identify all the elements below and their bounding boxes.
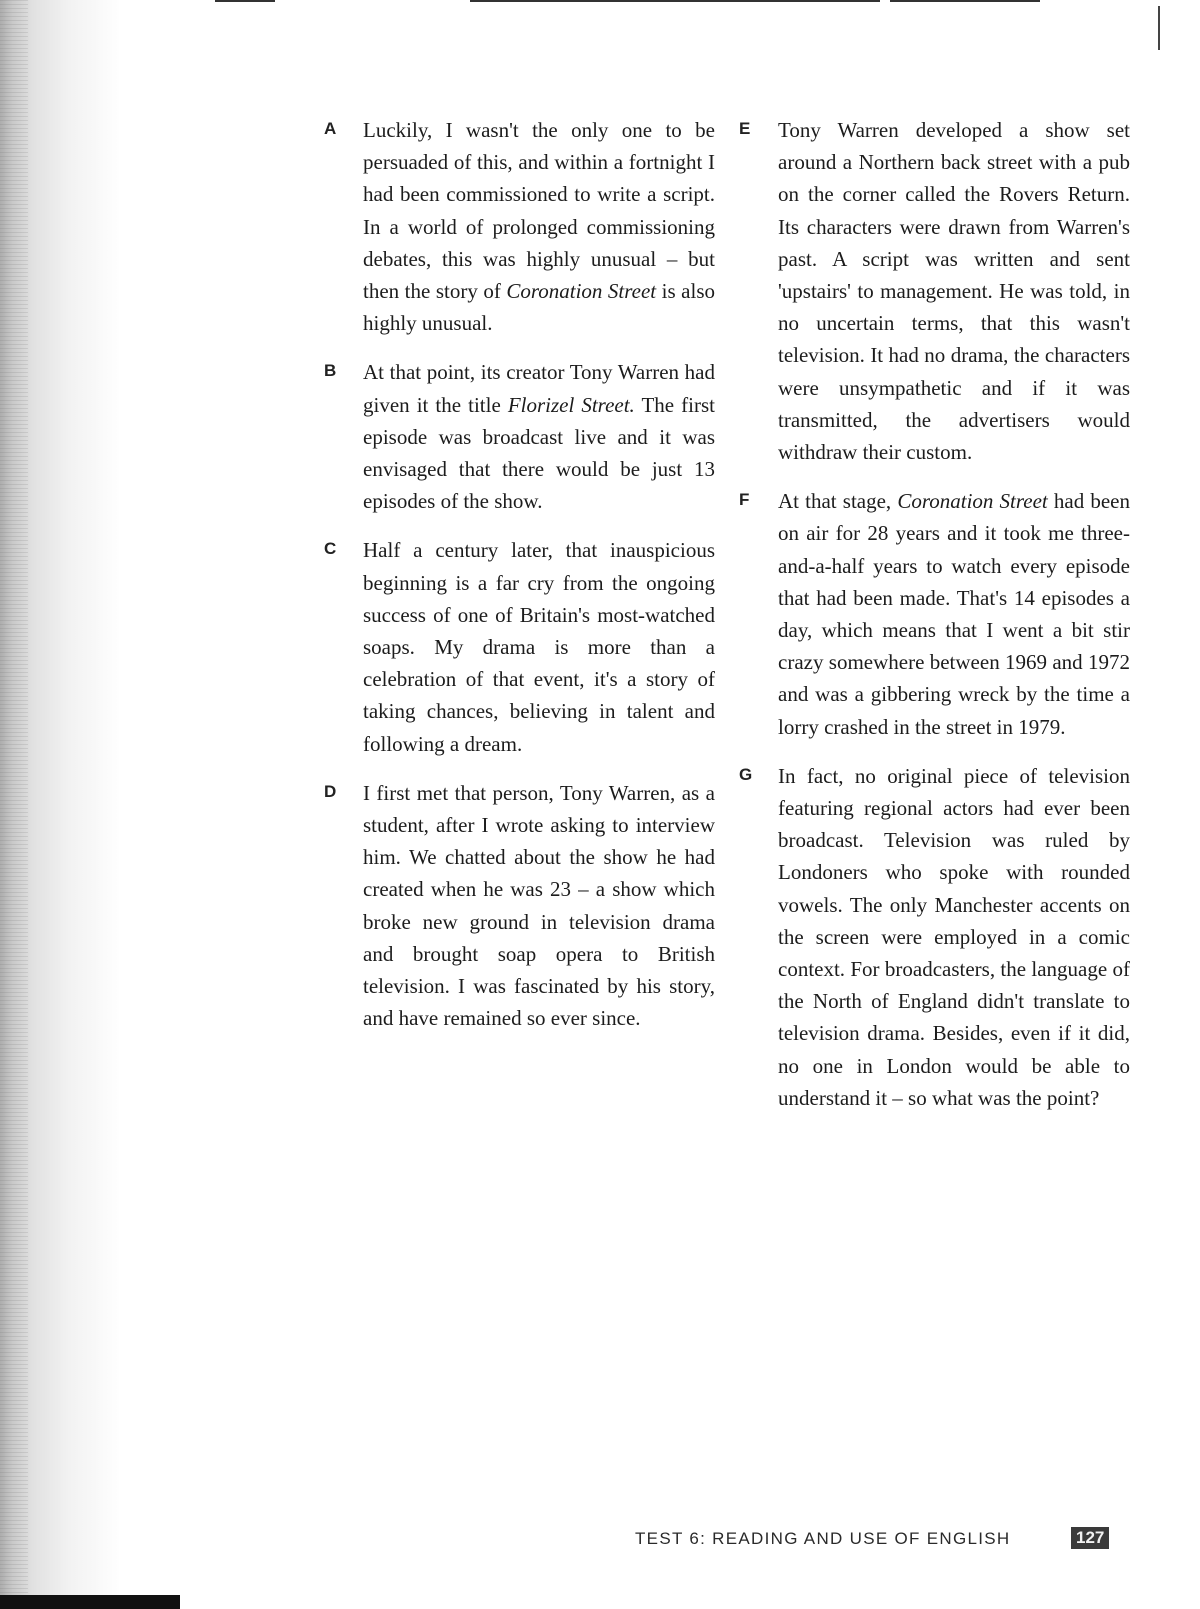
paragraph-letter: D [324, 781, 337, 801]
page-edge-rule [1158, 6, 1160, 50]
paragraph-letter: F [739, 490, 750, 510]
paragraph-g [741, 760, 1141, 1114]
paragraph-d [326, 777, 726, 1035]
left-column [326, 114, 726, 1051]
show-title: Coronation Street [897, 489, 1048, 514]
paragraph-letter: A [324, 119, 337, 138]
paragraph-e [741, 114, 1141, 468]
paragraph-f [741, 485, 1141, 743]
footer-section-label: TEST 6: READING AND USE OF ENGLISH [635, 1529, 1011, 1548]
paragraph-text: Tony Warren developed a show set around a Northern back street with a pub on the corner called the Rovers Return. Its characters were drawn from Warren's past. A script was written and sent 'upstairs' to management. He was told, in no uncertain terms, that this wasn't television. It had no drama, the characters were unsympathetic and if it was transmitted, the advertisers would withdraw their custom. [778, 118, 1130, 465]
show-title: Coronation Street [506, 279, 657, 304]
scan-shadow-edge [0, 0, 120, 1609]
paragraph-text: Half a century later, that inauspicious beginning is a far cry from the ongoing success of one of Britain's most-watched soaps. My drama is more than a celebration of that event, it's a story of taking chances, believing in talent and following a dream. [363, 538, 715, 756]
paragraph-text: In fact, no original piece of television featuring regional actors had ever been broadcast. Television was ruled by Londoners who spoke with rounded vowels. The only Manchester accents on the screen were employed in a comic context. For broadcasters, the language of the North of England didn't translate to television drama. Besides, even if it did, no one in London would be able to understand it – so what was the point? [778, 763, 1130, 1110]
paragraph-letter: B [324, 361, 337, 381]
paragraph-text: Luckily, I wasn't the only one to be persuaded of this, and within a fortnight I had been commissioned to write a script. In a world of prolonged commissioning debates, this was highly unusual – but then the story of Coronation Street is also highly unusual. [363, 118, 715, 336]
paragraph-text: At that point, its creator Tony Warren had given it the title Florizel Street. The first episode was broadcast live and it was envisaged that there would be just 13 episodes of the show. [363, 360, 715, 514]
paragraph-letter: C [324, 539, 337, 559]
paragraph-text: At that stage, Coronation Street had been on air for 28 years and it took me three-and-a-half years to watch every episode that had been made. That's 14 episodes a day, which means that I went a bit stir crazy somewhere between 1969 and 1972 and was a gibbering wreck by the time a lorry crashed in the street in 1979. [778, 489, 1130, 739]
right-column [741, 114, 1141, 1131]
paragraph-a [326, 114, 726, 339]
top-rule [890, 0, 1040, 2]
paragraph-c [326, 534, 726, 759]
top-rule [215, 0, 275, 2]
paragraph-text: I first met that person, Tony Warren, as a student, after I wrote asking to interview him. We chatted about the show he had created when he was 23 – a show which broke new ground in television drama and brought soap opera to British television. I was fascinated by his story, and have remained so ever since. [363, 780, 715, 1031]
scan-corner-mark [0, 1595, 180, 1609]
paragraph-letter: G [739, 764, 753, 784]
page-number: 127 [1071, 1527, 1109, 1549]
paragraph-b [326, 356, 726, 517]
paragraph-letter: E [739, 119, 751, 138]
show-title: Florizel Street. [507, 392, 635, 417]
top-rule [470, 0, 880, 2]
